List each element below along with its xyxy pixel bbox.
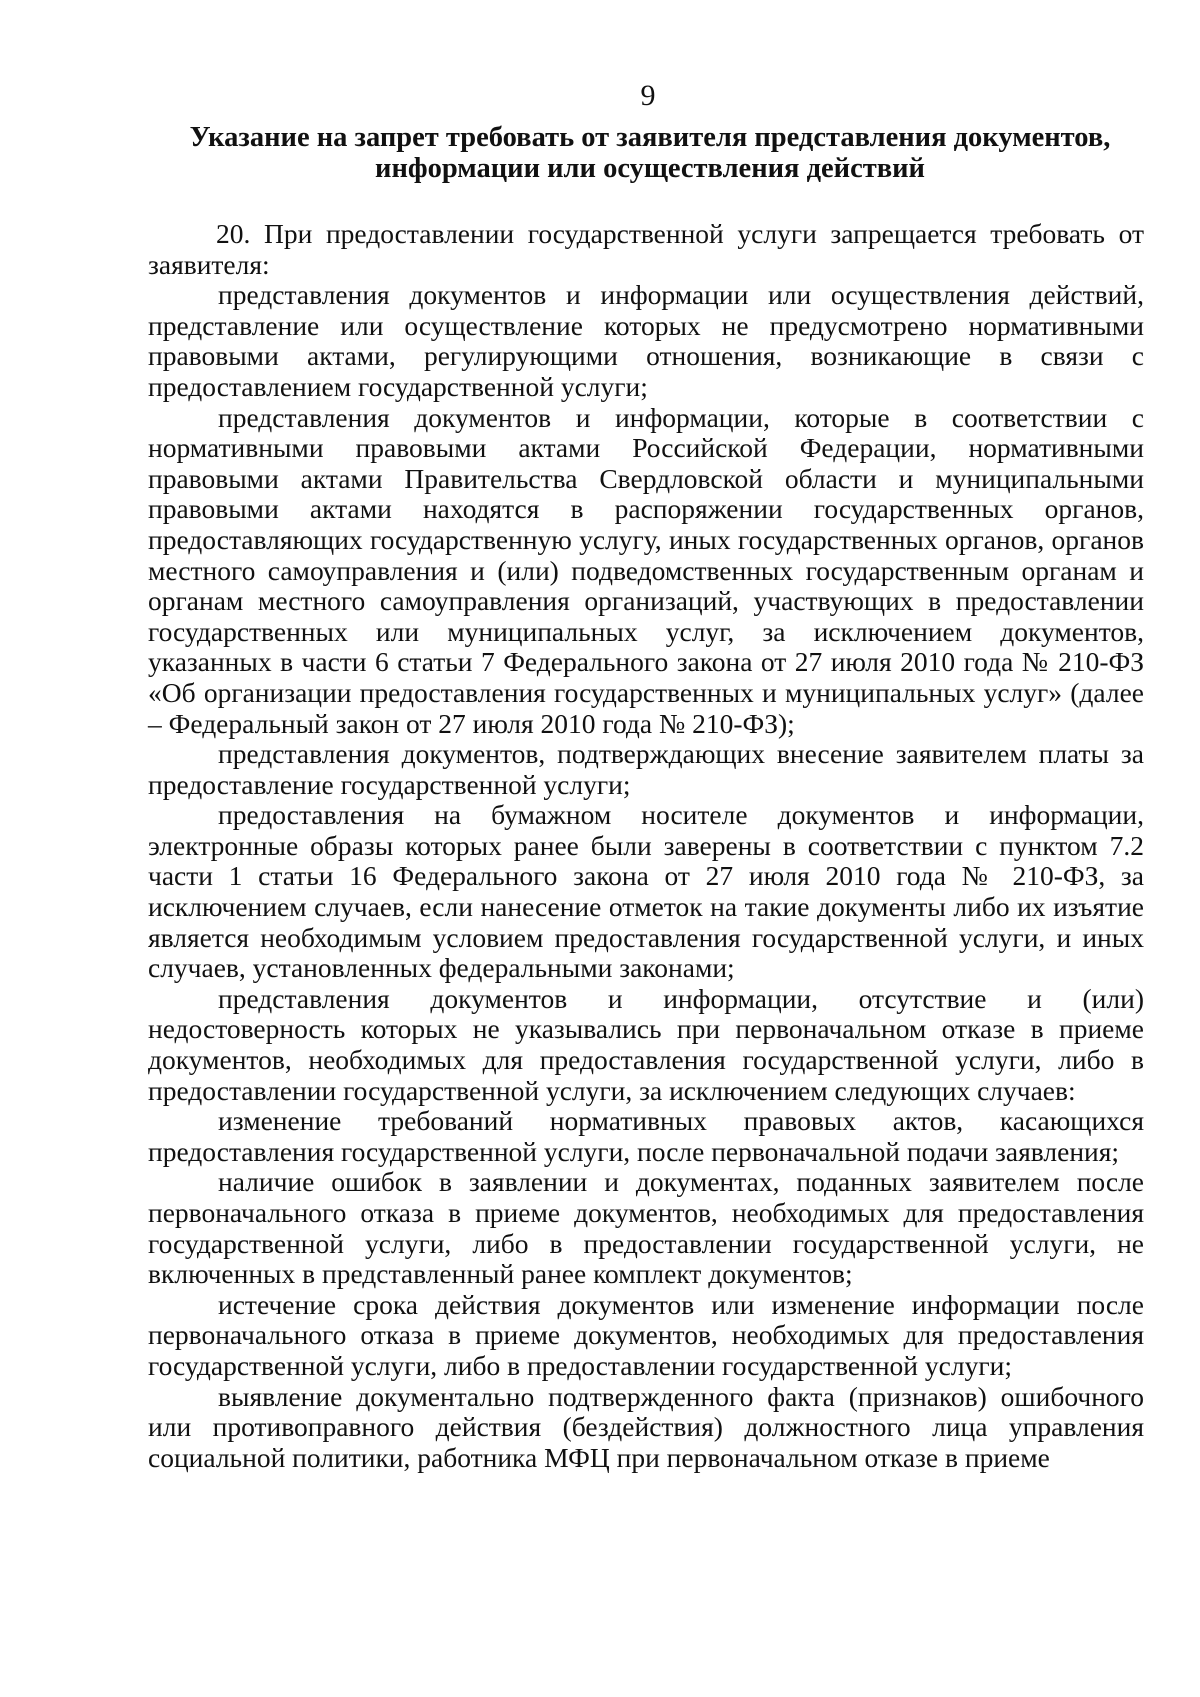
paragraph-subitem: наличие ошибок в заявлении и документах, поданных заявителем после первоначального отказа в приеме документов, необходимых для предоставления государственной услуги, либо в предоставлении государственной услуги, не включенных в представленный ранее комплект документов; [148, 1166, 1144, 1290]
paragraph-item: предоставления на бумажном носителе документов и информации, электронные образы которых ранее были заверены в соответствии с пунктом 7.2 части 1 статьи 16 Федерального закона от 27 июля 2010 года № 210-ФЗ, за исключением случаев, если нанесение отметок на такие документы либо их изъятие является необходимым условием предоставления государственной услуги, и иных случаев, установленных федеральными законами; [148, 799, 1144, 984]
paragraph-subitem: изменение требований нормативных правовых актов, касающихся предоставления государственной услуги, после первоначальной подачи заявления; [148, 1105, 1144, 1167]
section-heading-line-2: информации или осуществления действий [375, 153, 925, 184]
paragraph-subitem: истечение срока действия документов или изменение информации после первоначального отказа в приеме документов, необходимых для предоставления государственной услуги, либо в предоставлении государственной услуги; [148, 1288, 1144, 1381]
paragraph-item: представления документов и информации, которые в соответствии с нормативными правовыми актами Российской Федерации, нормативными правовыми актами Правительства Свердловской области и муниципальными правовыми актами находятся в распоряжении государственных органов, предоставляющих государственную услугу, иных государственных органов, органов местного самоуправления и (или) подведомственных государственным органам и органам местного самоуправления организаций, участвующих в предоставлении государственных или муниципальных услуг, за исключением документов, указанных в части 6 статьи 7 Федерального закона от 27 июля 2010 года № 210-ФЗ «Об организации предоставления государственных и муниципальных услуг» (далее – Федеральный закон от 27 июля 2010 года № 210-ФЗ); [148, 401, 1144, 739]
paragraph-20-intro: 20. При предоставлении государственной услуги запрещается требовать от заявителя: [148, 218, 1144, 280]
paragraph-item: представления документов, подтверждающих внесение заявителем платы за предоставление государственной услуги; [148, 738, 1144, 800]
page-number: 9 [640, 79, 656, 112]
section-heading [150, 122, 1150, 184]
section-heading-line-1: Указание на запрет требовать от заявителя представления документов, [189, 122, 1111, 153]
paragraph-subitem: выявление документально подтвержденного факта (признаков) ошибочного или противоправного действия (бездействия) должностного лица управления социальной политики, работника МФЦ при первоначальном отказе в приеме [148, 1380, 1144, 1473]
paragraph-item: представления документов и информации, отсутствие и (или) недостоверность которых не указывались при первоначальном отказе в приеме документов, необходимых для предоставления государственной услуги, либо в предоставлении государственной услуги, за исключением следующих случаев: [148, 982, 1144, 1106]
paragraph-item: представления документов и информации или осуществления действий, представление или осуществление которых не предусмотрено нормативными правовыми актами, регулирующими отношения, возникающие в связи с предоставлением государственной услуги; [148, 279, 1144, 402]
body-text [148, 219, 1144, 1473]
